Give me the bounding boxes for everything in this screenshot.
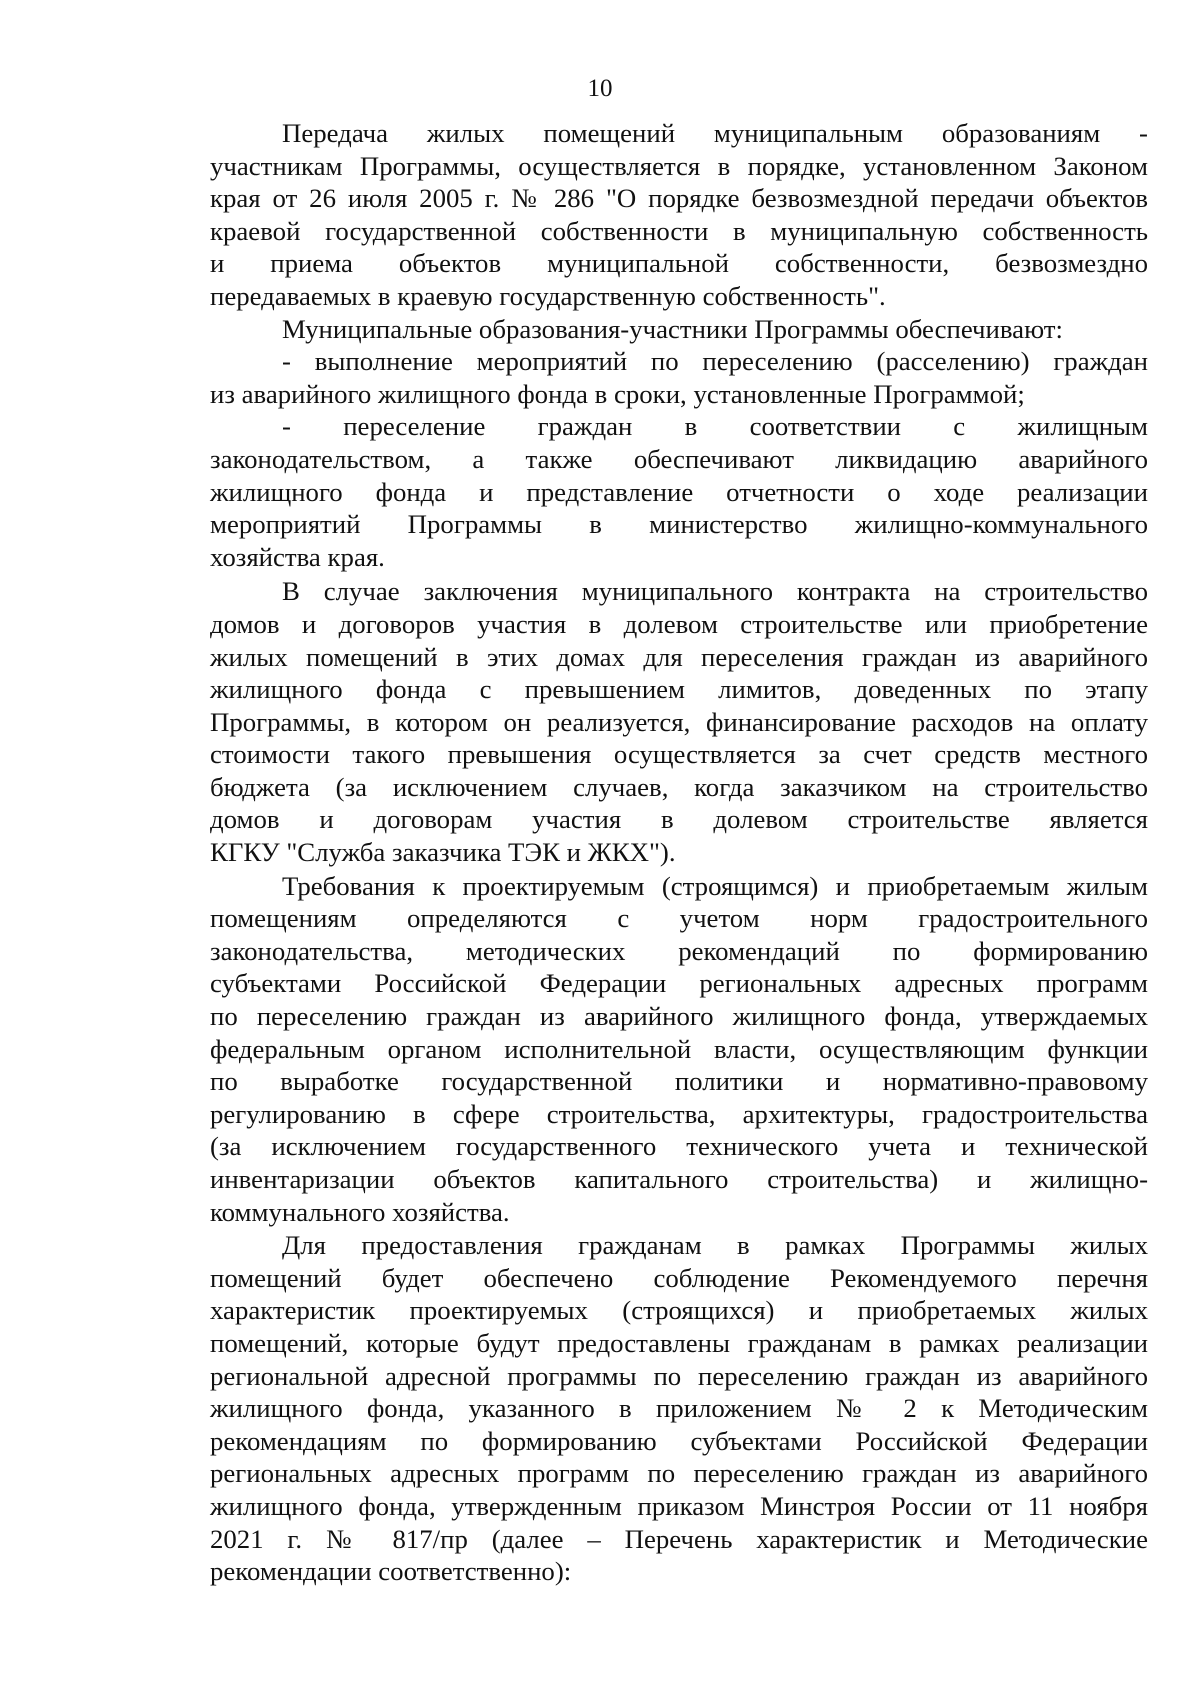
list-item-citizen-relocation <box>210 410 1148 573</box>
text-line: Передача жилых помещений муниципальным образованиям - <box>282 118 1148 148</box>
text-line: коммунального хозяйства. <box>210 1196 510 1227</box>
paragraph-municipal-obligations <box>210 313 1148 346</box>
paragraph-municipal-contract <box>210 575 1148 868</box>
text-line: Для предоставления гражданам в рамках Программы жилых <box>282 1230 1148 1261</box>
text-line: рекомендации соответственно): <box>210 1556 572 1587</box>
text-line: региональных адресных программ по переселению граждан из аварийного <box>210 1458 1148 1489</box>
paragraph-housing-requirements <box>210 870 1148 1229</box>
text-line: мероприятий Программы в министерство жилищно-коммунального <box>210 509 1148 540</box>
text-line: из аварийного жилищного фонда в сроки, установленные Программой; <box>210 378 1025 409</box>
text-line: Требования к проектируемым (строящимся) и приобретаемым жилым <box>282 870 1148 901</box>
page-number: 10 <box>587 75 613 102</box>
text-line: федеральным органом исполнительной власти, осуществляющим функции <box>210 1033 1148 1064</box>
text-line: - выполнение мероприятий по переселению (расселению) граждан <box>282 346 1148 377</box>
text-line: законодательства, методических рекомендаций по формированию <box>210 935 1148 966</box>
text-line: жилищного фонда и представление отчетности о ходе реализации <box>210 476 1148 507</box>
text-line: жилищного фонда, указанного в приложением № 2 к Методическим <box>210 1393 1148 1424</box>
paragraph-property-transfer <box>210 117 1148 313</box>
text-line: жилищного фонда, утвержденным приказом Минстроя России от 11 ноября <box>210 1490 1148 1521</box>
text-line: края от 26 июля 2005 г. № 286 "О порядке безвозмездной передачи объектов <box>210 183 1148 214</box>
list-item-relocation-measures <box>210 345 1148 410</box>
text-line: рекомендациям по формированию субъектами Российской Федерации <box>210 1425 1148 1456</box>
text-line: и приема объектов муниципальной собственности, безвозмездно <box>210 248 1148 279</box>
text-line: субъектами Российской Федерации региональных адресных программ <box>210 968 1148 999</box>
text-line: хозяйства края. <box>210 541 385 572</box>
document-body <box>210 117 1148 1588</box>
text-line: В случае заключения муниципального контракта на строительство <box>282 576 1148 607</box>
text-line: участникам Программы, осуществляется в порядке, установленном Законом <box>210 150 1148 181</box>
text-line: характеристик проектируемых (строящихся) и приобретаемых жилых <box>210 1295 1148 1326</box>
text-line: стоимости такого превышения осуществляется за счет средств местного <box>210 739 1148 770</box>
paragraph-housing-characteristics <box>210 1229 1148 1588</box>
text-line: Муниципальные образования-участники Программы обеспечивают: <box>282 313 1063 344</box>
text-line: краевой государственной собственности в муниципальную собственность <box>210 215 1148 246</box>
text-line: передаваемых в краевую государственную собственность". <box>210 280 886 311</box>
text-line: по переселению граждан из аварийного жилищного фонда, утверждаемых <box>210 1001 1148 1032</box>
text-line: бюджета (за исключением случаев, когда заказчиком на строительство <box>210 771 1148 802</box>
text-line: законодательством, а также обеспечивают ликвидацию аварийного <box>210 443 1148 474</box>
text-line: помещениям определяются с учетом норм градостроительного <box>210 903 1148 934</box>
text-line: домов и договорам участия в долевом строительстве является <box>210 804 1148 835</box>
text-line: Программы, в котором он реализуется, финансирование расходов на оплату <box>210 706 1148 737</box>
text-line: помещений, которые будут предоставлены гражданам в рамках реализации <box>210 1327 1148 1358</box>
text-line: жилых помещений в этих домах для переселения граждан из аварийного <box>210 641 1148 672</box>
text-line: инвентаризации объектов капитального строительства) и жилищно- <box>210 1164 1148 1194</box>
text-line: по выработке государственной политики и нормативно-правовому <box>210 1066 1148 1097</box>
text-line: - переселение граждан в соответствии с жилищным <box>282 411 1148 442</box>
text-line: домов и договоров участия в долевом строительстве или приобретение <box>210 608 1148 639</box>
text-line: (за исключением государственного технического учета и технической <box>210 1131 1148 1162</box>
text-line: 2021 г. № 817/пр (далее – Перечень характеристик и Методические <box>210 1523 1148 1554</box>
text-line: помещений будет обеспечено соблюдение Рекомендуемого перечня <box>210 1262 1148 1293</box>
text-line: КГКУ "Служба заказчика ТЭК и ЖКХ"). <box>210 837 676 868</box>
text-line: жилищного фонда с превышением лимитов, доведенных по этапу <box>210 674 1148 705</box>
text-line: региональной адресной программы по переселению граждан из аварийного <box>210 1360 1148 1391</box>
text-line: регулированию в сфере строительства, архитектуры, градостроительства <box>210 1098 1148 1129</box>
